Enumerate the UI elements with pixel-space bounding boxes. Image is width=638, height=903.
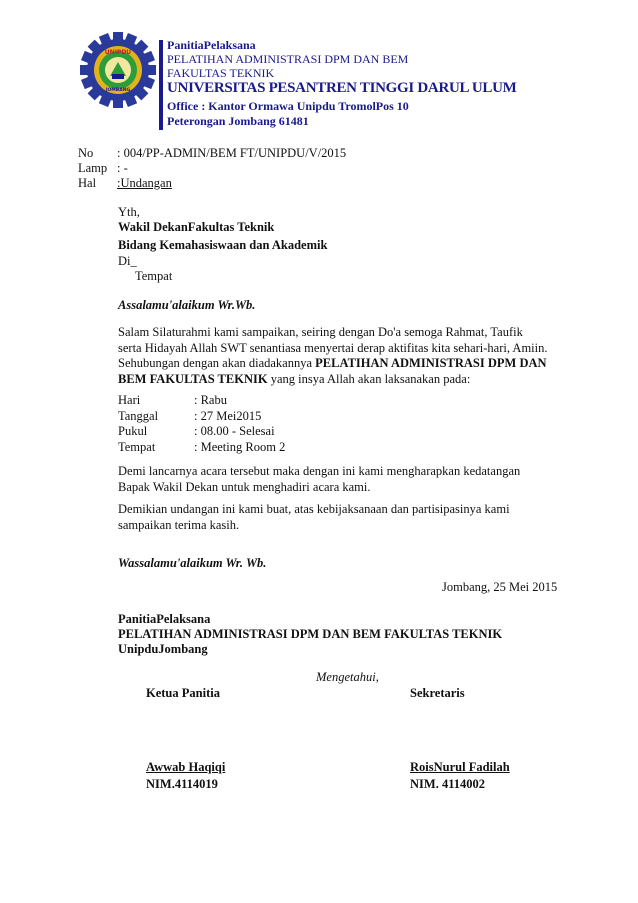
header-event: PELATIHAN ADMINISTRASI DPM DAN BEM [167,52,409,66]
body2-line-2: Bapak Wakil Dekan untuk menghadiri acara kami. [118,479,371,494]
university-logo [78,30,158,108]
body1-line-2: serta Hidayah Allah SWT senantiasa menyertai derap aktifitas kita sehari-hari, Amiin. [118,340,548,355]
recipient-place: Tempat [135,269,173,283]
acknowledged-label: Mengetahui, [316,670,379,684]
meta-number-label: No [78,146,94,160]
header-address: Peterongan Jombang 61481 [167,114,309,128]
event-time-label: Pukul [118,424,148,438]
body3-line-2: sampaikan terima kasih. [118,517,240,532]
header-university: UNIVERSITAS PESANTREN TINGGI DARUL ULUM [167,80,517,96]
event-day-value: : Rabu [194,393,227,407]
chair-name: Awwab Haqiqi [146,760,226,774]
event-name-part-2: BEM FAKULTAS TEKNIK [118,371,268,386]
event-place-label: Tempat [118,439,156,454]
logo-text-bottom: JOMBANG [105,88,131,93]
body3-line-1: Demikian undangan ini kami buat, atas kebijaksanaan dan partisipasinya kami [118,502,510,516]
chair-nim: NIM.4114019 [146,777,218,791]
header-committee: PanitiaPelaksana [167,38,256,52]
logo-text-top: UNIPDU [104,49,132,56]
secretary-role: Sekretaris [410,686,465,700]
body-paragraph-3 [118,502,568,533]
body2-line-1: Demi lancarnya acara tersebut maka dengan ini kami mengharapkan kedatangan [118,464,521,478]
event-place [118,440,568,456]
event-day [118,393,568,409]
event-name-part-1: PELATIHAN ADMINISTRASI DPM DAN [315,356,547,370]
event-place-value: : Meeting Room 2 [194,439,286,454]
event-time-value: : 08.00 - Selesai [194,424,275,438]
event-date-value: : 27 Mei2015 [194,408,262,423]
recipient-department: Bidang Kemahasiswaan dan Akademik [118,238,328,252]
signoff-committee: PanitiaPelaksana [118,612,211,626]
event-date-label: Tanggal [118,408,159,423]
meta-attachment-value: : - [117,161,128,175]
signoff-institution: UnipduJombang [118,642,208,656]
header-divider [159,40,163,130]
body1-line-4-text: yang insya Allah akan laksanakan pada: [267,371,471,386]
body1-line-3 [118,356,568,372]
chair-role: Ketua Panitia [146,686,220,700]
event-date [118,409,568,425]
meta-subject-label: Hal [78,176,97,190]
recipient-name: Wakil DekanFakultas Teknik [118,220,275,234]
header-office: Office : Kantor Ormawa Unipdu TromolPos 10 [167,99,409,113]
event-time [118,424,568,440]
recipient-yth: Yth, [118,205,140,219]
body1-line-3-text: Sehubungan dengan akan diadakannya [118,356,316,370]
body1-line-1: Salam Silaturahmi kami sampaikan, seiring dengan Do'a semoga Rahmat, Taufik [118,325,523,339]
recipient-di: Di_ [118,254,137,268]
body-paragraph-2 [118,464,568,495]
place-date: Jombang, 25 Mei 2015 [442,580,558,594]
closing: Wassalamu'alaikum Wr. Wb. [118,556,267,570]
meta-attachment-label: Lamp [78,161,108,175]
header-faculty: FAKULTAS TEKNIK [167,66,275,80]
secretary-name: RoisNurul Fadilah [410,760,510,774]
event-day-label: Hari [118,393,141,407]
secretary-nim: NIM. 4114002 [410,777,485,791]
body1-line-4 [118,372,568,388]
signoff-event: PELATIHAN ADMINISTRASI DPM DAN BEM FAKULTAS TEKNIK [118,627,503,641]
body-paragraph-1 [118,325,568,387]
meta-number-value: : 004/PP-ADMIN/BEM FT/UNIPDU/V/2015 [117,146,347,160]
greeting: Assalamu'alaikum Wr.Wb. [118,298,256,312]
meta-subject-value: :Undangan [117,176,172,190]
event-details [118,393,568,455]
